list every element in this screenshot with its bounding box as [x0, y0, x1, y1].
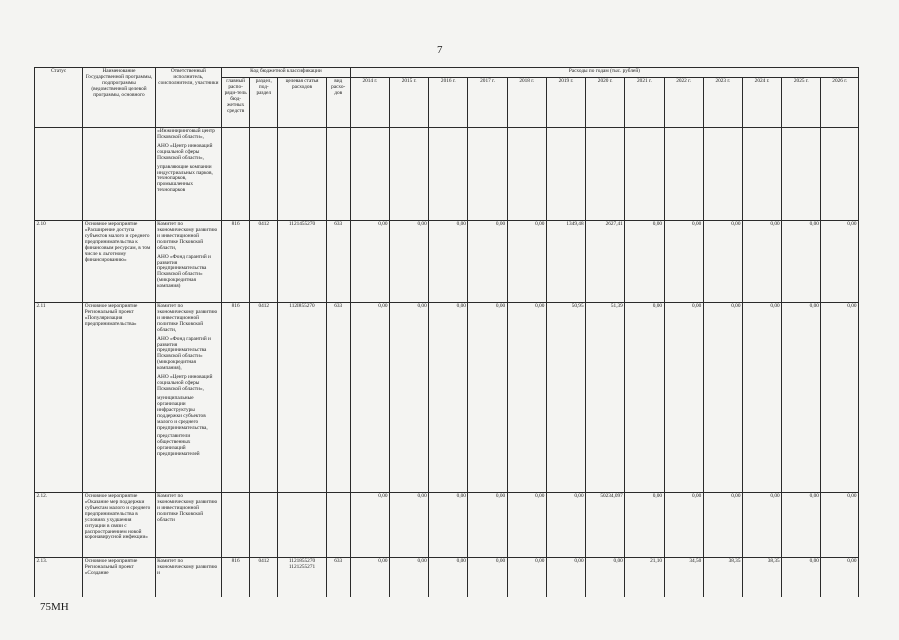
- header-name: Наименование Государственной программы, подпрограммы (ведомственной целевой программы, основного: [83, 68, 155, 128]
- header-year: 2016 г.: [429, 78, 468, 128]
- cell-year-value: 0,00: [625, 221, 664, 303]
- cell-year-value: 0,00: [429, 493, 468, 558]
- cell-year-value: 0,00: [390, 221, 429, 303]
- cell-year-value: 2627,41: [586, 221, 625, 303]
- cell-vr: 633: [326, 558, 350, 598]
- header-year: 2023 г.: [703, 78, 742, 128]
- cell-year-value: [429, 128, 468, 221]
- cell-year-value: 0,00: [546, 493, 585, 558]
- cell-status: 2.11: [35, 303, 83, 493]
- cell-status: 2.12.: [35, 493, 83, 558]
- header-year: 2021 г.: [625, 78, 664, 128]
- header-grbs: главный распо-ряди-тель бюд-жетных средств: [222, 78, 250, 128]
- cell-year-value: [586, 128, 625, 221]
- responsible-entry: Комитет по экономическому развитию и инвестиционной политике Псковской области,: [157, 303, 218, 333]
- cell-csr: [278, 128, 326, 221]
- footer-code: 75МН: [40, 601, 69, 613]
- cell-year-value: 0,00: [546, 558, 585, 598]
- cell-name: Основное мероприятие «Расширение доступа субъектов малого и среднего предпринимательства к финансовым ресурсам, в том числе к льготному финансированию»: [83, 221, 155, 303]
- cell-year-value: 0,00: [782, 493, 821, 558]
- cell-rzpr: [250, 493, 278, 558]
- responsible-entry: АНО «Фонд гарантий и развития предпринимательства Псковской области» (микрокредитная компания),: [157, 335, 211, 372]
- responsible-entry: АНО «Центр инноваций социальной сферы Псковской области»,: [157, 142, 213, 161]
- cell-vr: [326, 493, 350, 558]
- header-year: 2017 г.: [468, 78, 507, 128]
- cell-csr: 1121855270 1121255271: [278, 558, 326, 598]
- cell-status: 2.10: [35, 221, 83, 303]
- cell-year-value: 51,39: [586, 303, 625, 493]
- cell-responsible: [155, 558, 221, 598]
- cell-year-value: 0,00: [586, 558, 625, 598]
- cell-grbs: [222, 128, 250, 221]
- header-responsible: Ответственный исполнитель, соисполнители, участники: [155, 68, 221, 128]
- cell-year-value: 0,00: [468, 221, 507, 303]
- cell-year-value: [703, 128, 742, 221]
- cell-year-value: 0,00: [821, 493, 859, 558]
- cell-year-value: [507, 128, 546, 221]
- cell-year-value: 0,00: [782, 303, 821, 493]
- table-row: [35, 303, 859, 493]
- table-body: [35, 128, 859, 598]
- cell-vr: 633: [326, 221, 350, 303]
- cell-year-value: 0,00: [350, 493, 389, 558]
- table-row: [35, 128, 859, 221]
- cell-year-value: 0,00: [390, 303, 429, 493]
- cell-year-value: 0,00: [468, 493, 507, 558]
- cell-year-value: 0,00: [664, 221, 703, 303]
- cell-year-value: 0,00: [468, 558, 507, 598]
- header-year: 2020 г.: [586, 78, 625, 128]
- responsible-entry: Комитет по экономическому развитию и: [157, 558, 218, 576]
- responsible-entry: управляющие компании индустриальных парков, технопарков, промышленных технопарков: [157, 163, 213, 194]
- header-year: 2014 г.: [350, 78, 389, 128]
- cell-responsible: [155, 493, 221, 558]
- cell-year-value: 0,00: [625, 493, 664, 558]
- header-year: 2022 г.: [664, 78, 703, 128]
- cell-year-value: 0,00: [742, 493, 781, 558]
- header-year: 2025 г.: [782, 78, 821, 128]
- cell-rzpr: 0412: [250, 221, 278, 303]
- cell-year-value: 34,50: [664, 558, 703, 598]
- cell-name: Основное мероприятие Региональный проект «Популяризация предпринимательства»: [83, 303, 155, 493]
- cell-responsible: [155, 128, 221, 221]
- cell-year-value: 0,00: [390, 493, 429, 558]
- cell-name: [83, 128, 155, 221]
- responsible-entry: представители общественных организаций предпринимателей: [157, 433, 200, 458]
- cell-year-value: 0,00: [703, 493, 742, 558]
- cell-year-value: 21,10: [625, 558, 664, 598]
- cell-name: Основное мероприятие Региональный проект «Создание: [83, 558, 155, 598]
- cell-year-value: [821, 128, 859, 221]
- header-year: 2015 г.: [390, 78, 429, 128]
- cell-year-value: 0,00: [821, 558, 859, 598]
- cell-year-value: 0,00: [507, 221, 546, 303]
- cell-year-value: 0,00: [507, 303, 546, 493]
- cell-year-value: 0,00: [507, 493, 546, 558]
- header-csr: целевая статья расходов: [278, 78, 326, 128]
- header-year: 2018 г.: [507, 78, 546, 128]
- cell-year-value: 0,00: [703, 303, 742, 493]
- cell-year-value: 0,00: [821, 303, 859, 493]
- cell-grbs: 816: [222, 303, 250, 493]
- budget-table-container: [34, 67, 859, 597]
- responsible-entry: Комитет по экономическому развитию и инвестиционной политике Псковской области,: [157, 221, 218, 251]
- header-year: 2026 г.: [821, 78, 859, 128]
- header-year: 2019 г.: [546, 78, 585, 128]
- cell-csr: 1121455270: [278, 221, 326, 303]
- cell-year-value: 0,00: [782, 558, 821, 598]
- cell-year-value: 0,00: [429, 558, 468, 598]
- table-row: [35, 558, 859, 598]
- cell-name: Основное мероприятие «Оказание мер поддержки субъектам малого и среднего предпринимательства в условиях ухудшения ситуации в связи с распространением новой коронавирусной инфекции»: [83, 493, 155, 558]
- budget-table: [34, 67, 859, 597]
- cell-status: 2.13.: [35, 558, 83, 598]
- cell-year-value: [782, 128, 821, 221]
- cell-year-value: 0,00: [429, 221, 468, 303]
- header-rzpr: раздел, под-раздел: [250, 78, 278, 128]
- cell-year-value: 50234,097: [586, 493, 625, 558]
- cell-responsible: [155, 303, 221, 493]
- cell-year-value: 38,35: [742, 558, 781, 598]
- cell-year-value: 0,00: [821, 221, 859, 303]
- cell-status: [35, 128, 83, 221]
- cell-grbs: [222, 493, 250, 558]
- cell-year-value: 0,00: [350, 221, 389, 303]
- table-row: [35, 221, 859, 303]
- cell-year-value: 0,00: [429, 303, 468, 493]
- cell-year-value: [742, 128, 781, 221]
- cell-grbs: 816: [222, 221, 250, 303]
- cell-year-value: 38,35: [703, 558, 742, 598]
- header-budget-code: Код бюджетной классификации: [222, 68, 351, 78]
- cell-year-value: 0,00: [350, 558, 389, 598]
- responsible-entry: АНО «Центр инноваций социальной сферы Псковской области»,: [157, 374, 213, 392]
- cell-year-value: 0,00: [782, 221, 821, 303]
- cell-year-value: 0,00: [390, 558, 429, 598]
- responsible-entry: муниципальные организации инфраструктуры поддержки субъектов малого и среднего предпринимательства,: [157, 394, 208, 431]
- cell-csr: [278, 493, 326, 558]
- cell-year-value: 0,00: [625, 303, 664, 493]
- cell-year-value: 50,95: [546, 303, 585, 493]
- cell-rzpr: [250, 128, 278, 221]
- cell-csr: 112I855270: [278, 303, 326, 493]
- cell-grbs: 816: [222, 558, 250, 598]
- cell-year-value: 0,00: [468, 303, 507, 493]
- header-vr: вид расхо-дов: [326, 78, 350, 128]
- cell-year-value: 0,00: [703, 221, 742, 303]
- cell-year-value: 0,00: [742, 303, 781, 493]
- cell-responsible: [155, 221, 221, 303]
- responsible-entry: Комитет по экономическому развитию и инвестиционной политике Псковской области: [157, 493, 218, 523]
- cell-year-value: 1349,48: [546, 221, 585, 303]
- cell-year-value: 0,00: [664, 303, 703, 493]
- cell-year-value: [625, 128, 664, 221]
- header-status: Статус: [35, 68, 83, 128]
- cell-vr: 633: [326, 303, 350, 493]
- cell-rzpr: 0412: [250, 303, 278, 493]
- cell-year-value: [664, 128, 703, 221]
- header-year: 2024 г.: [742, 78, 781, 128]
- cell-year-value: [350, 128, 389, 221]
- cell-year-value: [390, 128, 429, 221]
- cell-year-value: [468, 128, 507, 221]
- header-expenses: Расходы по годам (тыс. рублей): [350, 68, 858, 78]
- cell-year-value: 0,00: [350, 303, 389, 493]
- responsible-entry: «Инжиниринговый центр Псковской области»,: [157, 128, 215, 140]
- cell-year-value: 0,00: [507, 558, 546, 598]
- page-number: 7: [437, 44, 443, 56]
- responsible-entry: АНО «Фонд гарантий и развития предпринимательства Псковской области» (микрокредитная компания): [157, 253, 211, 290]
- cell-year-value: [546, 128, 585, 221]
- cell-year-value: 0,00: [742, 221, 781, 303]
- cell-vr: [326, 128, 350, 221]
- table-row: [35, 493, 859, 558]
- table-header: [35, 68, 859, 128]
- cell-rzpr: 0412: [250, 558, 278, 598]
- cell-year-value: 0,00: [664, 493, 703, 558]
